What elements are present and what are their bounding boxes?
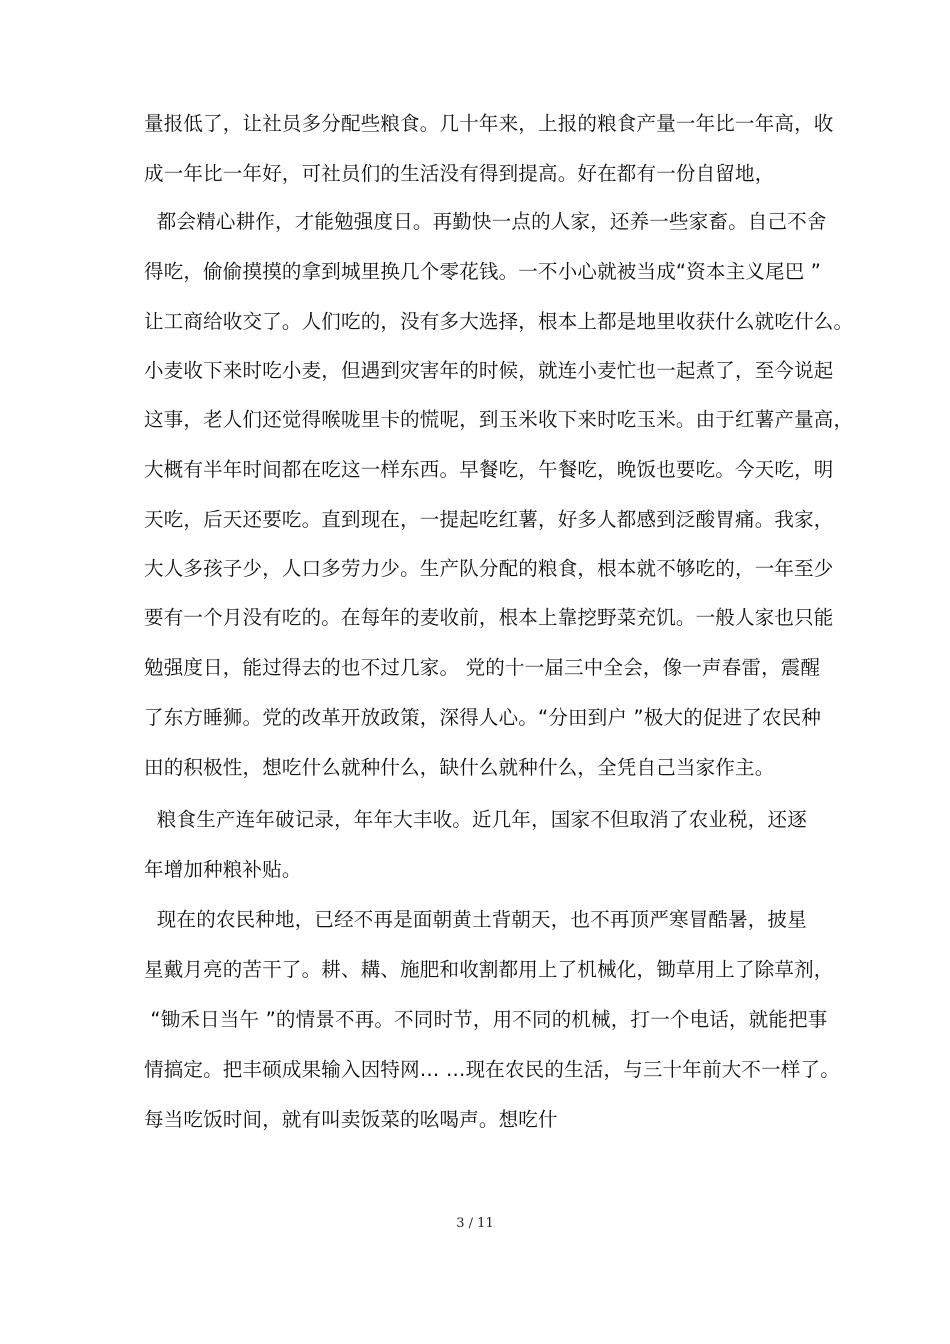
text-line-15: 粮食生产连年破记录，年年大丰收。近几年，国家不但取消了农业税，还逐 xyxy=(144,808,807,831)
text-line-2: 成一年比一年好，可社员们的生活没有得到提高。好在都有一份自留地， xyxy=(144,162,775,185)
text-line-20: 情搞定。把丰硕成果输入因特网… …现在农民的生活，与三十年前大不一样了。 xyxy=(144,1058,840,1081)
text-line-5: 让工商给收交了。人们吃的，没有多大选择，根本上都是地里收获什么就吃什么。 xyxy=(144,310,854,333)
text-line-4: 得吃，偷偷摸摸的拿到城里换几个零花钱。一不小心就被当成“资本主义尾巴 ” xyxy=(144,260,822,283)
text-line-10: 大人多孩子少，人口多劳力少。生产队分配的粮食，根本就不够吃的，一年至少 xyxy=(144,557,834,580)
text-line-12: 勉强度日，能过得去的也不过几家。 党的十一届三中全会，像一声春雷，震醒 xyxy=(144,656,821,679)
text-line-8: 大概有半年时间都在吃这一样东西。早餐吃，午餐吃，晚饭也要吃。今天吃，明 xyxy=(144,458,834,481)
text-line-3: 都会精心耕作，才能勉强度日。再勤快一点的人家，还养一些家畜。自己不舍 xyxy=(144,210,827,233)
text-line-7: 这事，老人们还觉得喉咙里卡的慌呢，到玉米收下来时吃玉米。由于红薯产量高， xyxy=(144,408,854,431)
text-line-9: 天吃，后天还要吃。直到现在，一提起吃红薯，好多人都感到泛酸胃痛。我家， xyxy=(144,508,834,531)
text-line-14: 田的积极性，想吃什么就种什么，缺什么就种什么，全凭自己当家作主。 xyxy=(144,756,775,779)
text-line-18: 星戴月亮的苦干了。耕、耩、施肥和收割都用上了机械化，锄草用上了除草剂， xyxy=(144,958,834,981)
text-line-11: 要有一个月没有吃的。在每年的麦收前，根本上靠挖野菜充饥。一般人家也只能 xyxy=(144,606,834,629)
text-line-21: 每当吃饭时间，就有叫卖饭菜的吆喝声。想吃什 xyxy=(144,1108,558,1131)
text-line-1: 量报低了，让社员多分配些粮食。几十年来，上报的粮食产量一年比一年高，收 xyxy=(144,112,834,135)
text-line-6: 小麦收下来时吃小麦，但遇到灾害年的时候，就连小麦忙也一起煮了，至今说起 xyxy=(144,359,834,382)
page-number: 3 / 11 xyxy=(456,1216,494,1231)
text-line-19: “锄禾日当午 ”的情景不再。不同时节，用不同的机械，打一个电话，就能把事 xyxy=(144,1008,828,1031)
text-line-16: 年增加种粮补贴。 xyxy=(144,858,302,881)
text-line-13: 了东方睡狮。党的改革开放政策，深得人心。“分田到户 ”极大的促进了农民种 xyxy=(144,706,822,729)
text-line-17: 现在的农民种地，已经不再是面朝黄土背朝天，也不再顶严寒冒酷暑，披星 xyxy=(144,908,807,931)
